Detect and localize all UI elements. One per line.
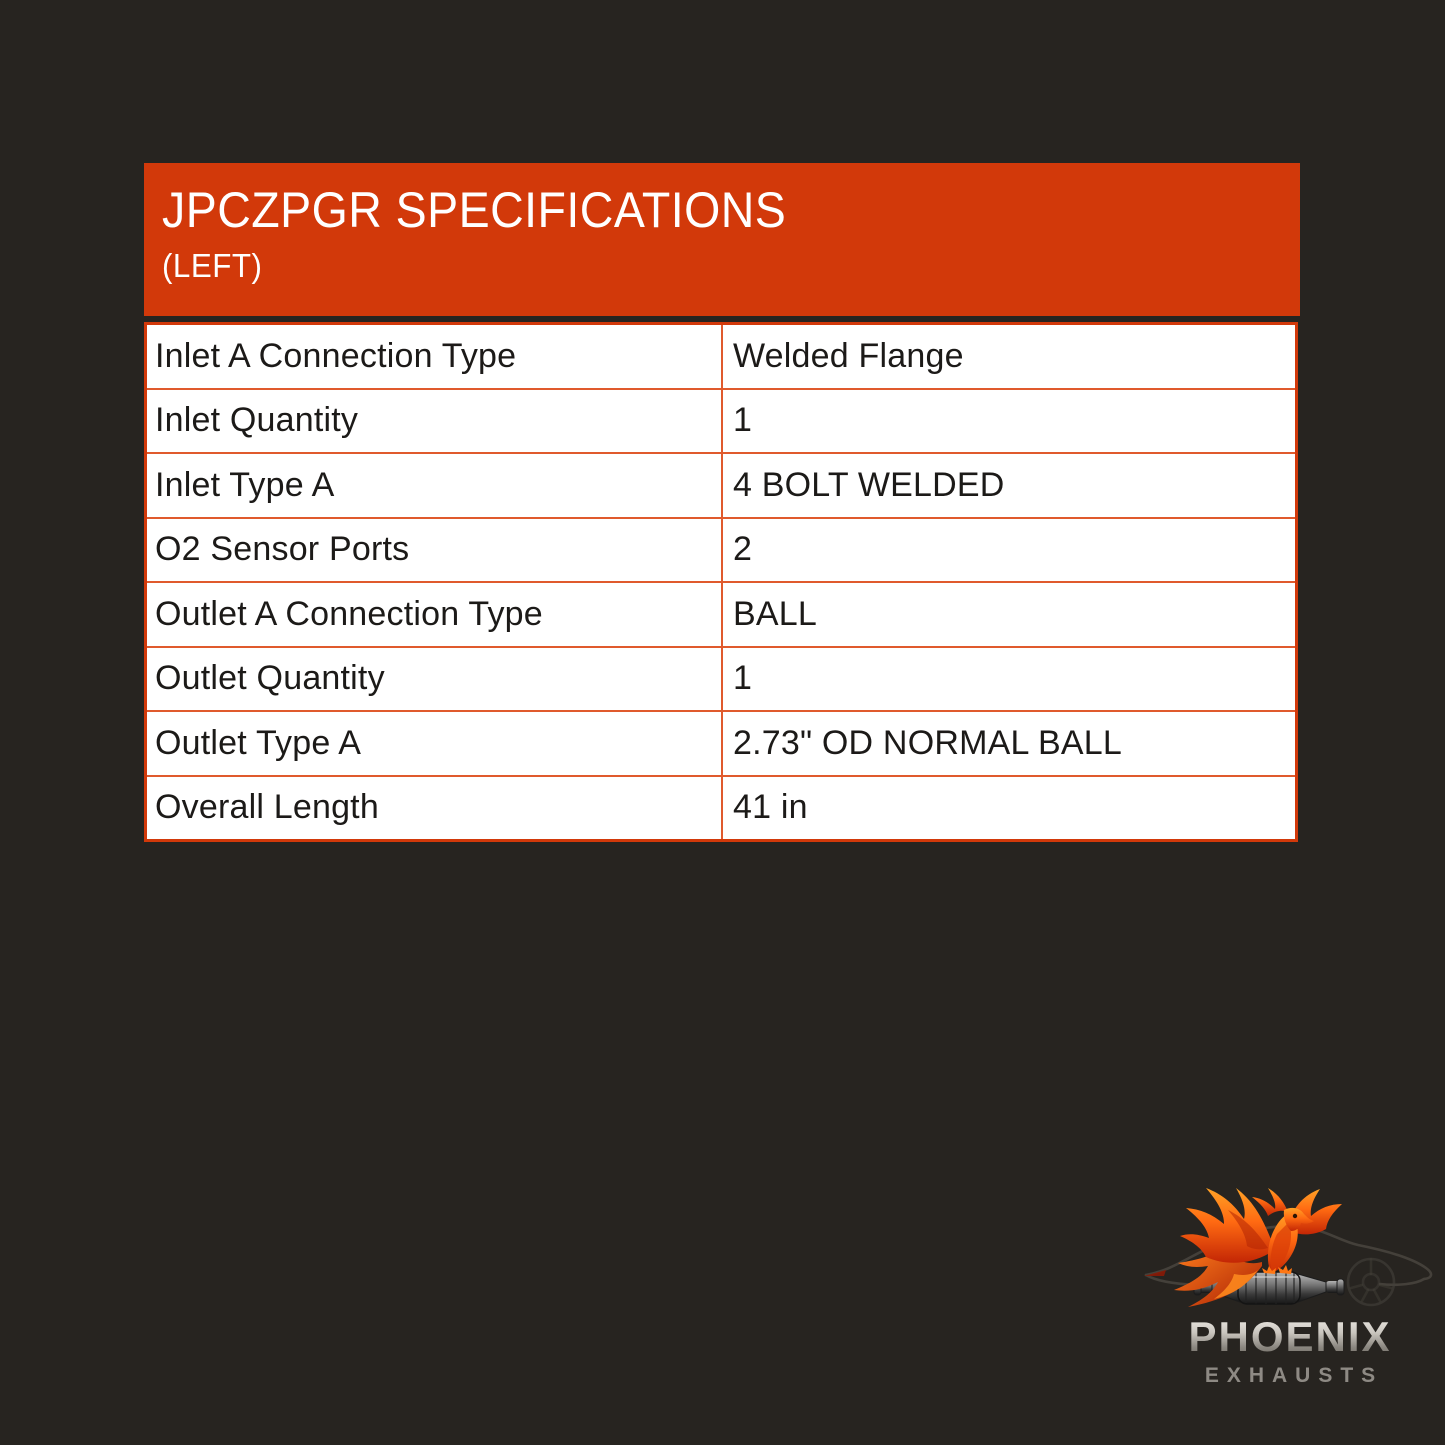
table-row [147, 517, 1295, 582]
spec-label-cell: Overall Length [155, 788, 379, 827]
spec-value-cell: 2 [721, 519, 1295, 582]
spec-label-cell: Outlet Type A [155, 723, 362, 762]
spec-label-cell: Outlet A Connection Type [155, 594, 543, 633]
page-title: JPCZPGR SPECIFICATIONS [162, 182, 787, 238]
spec-header-banner [144, 163, 1300, 316]
spec-value-cell: 2.73" OD NORMAL BALL [721, 712, 1295, 775]
spec-label-cell: O2 Sensor Ports [155, 530, 410, 569]
table-row [147, 388, 1295, 453]
table-row [147, 710, 1295, 775]
spec-label-cell: Outlet Quantity [155, 659, 385, 698]
spec-value-cell: 4 BOLT WELDED [721, 454, 1295, 517]
spec-table [144, 322, 1298, 842]
page-subtitle: (LEFT) [162, 247, 263, 284]
phoenix-logo-icon [1140, 1178, 1440, 1316]
table-row [147, 452, 1295, 517]
brand-tagline: EXHAUSTS [1204, 1364, 1384, 1387]
brand-logo [1140, 1178, 1440, 1388]
spec-value-cell: 1 [721, 390, 1295, 453]
spec-value-cell: BALL [721, 583, 1295, 646]
table-row [147, 775, 1295, 840]
spec-value-cell: 1 [721, 648, 1295, 711]
spec-label-cell: Inlet A Connection Type [155, 336, 517, 375]
spec-label-cell: Inlet Quantity [155, 401, 359, 440]
spec-value-cell: Welded Flange [721, 325, 1295, 388]
brand-name: PHOENIX [1140, 1316, 1440, 1358]
table-row [147, 325, 1295, 388]
spec-label-cell: Inlet Type A [155, 465, 335, 504]
table-row [147, 646, 1295, 711]
table-row [147, 581, 1295, 646]
spec-value-cell: 41 in [721, 777, 1295, 840]
